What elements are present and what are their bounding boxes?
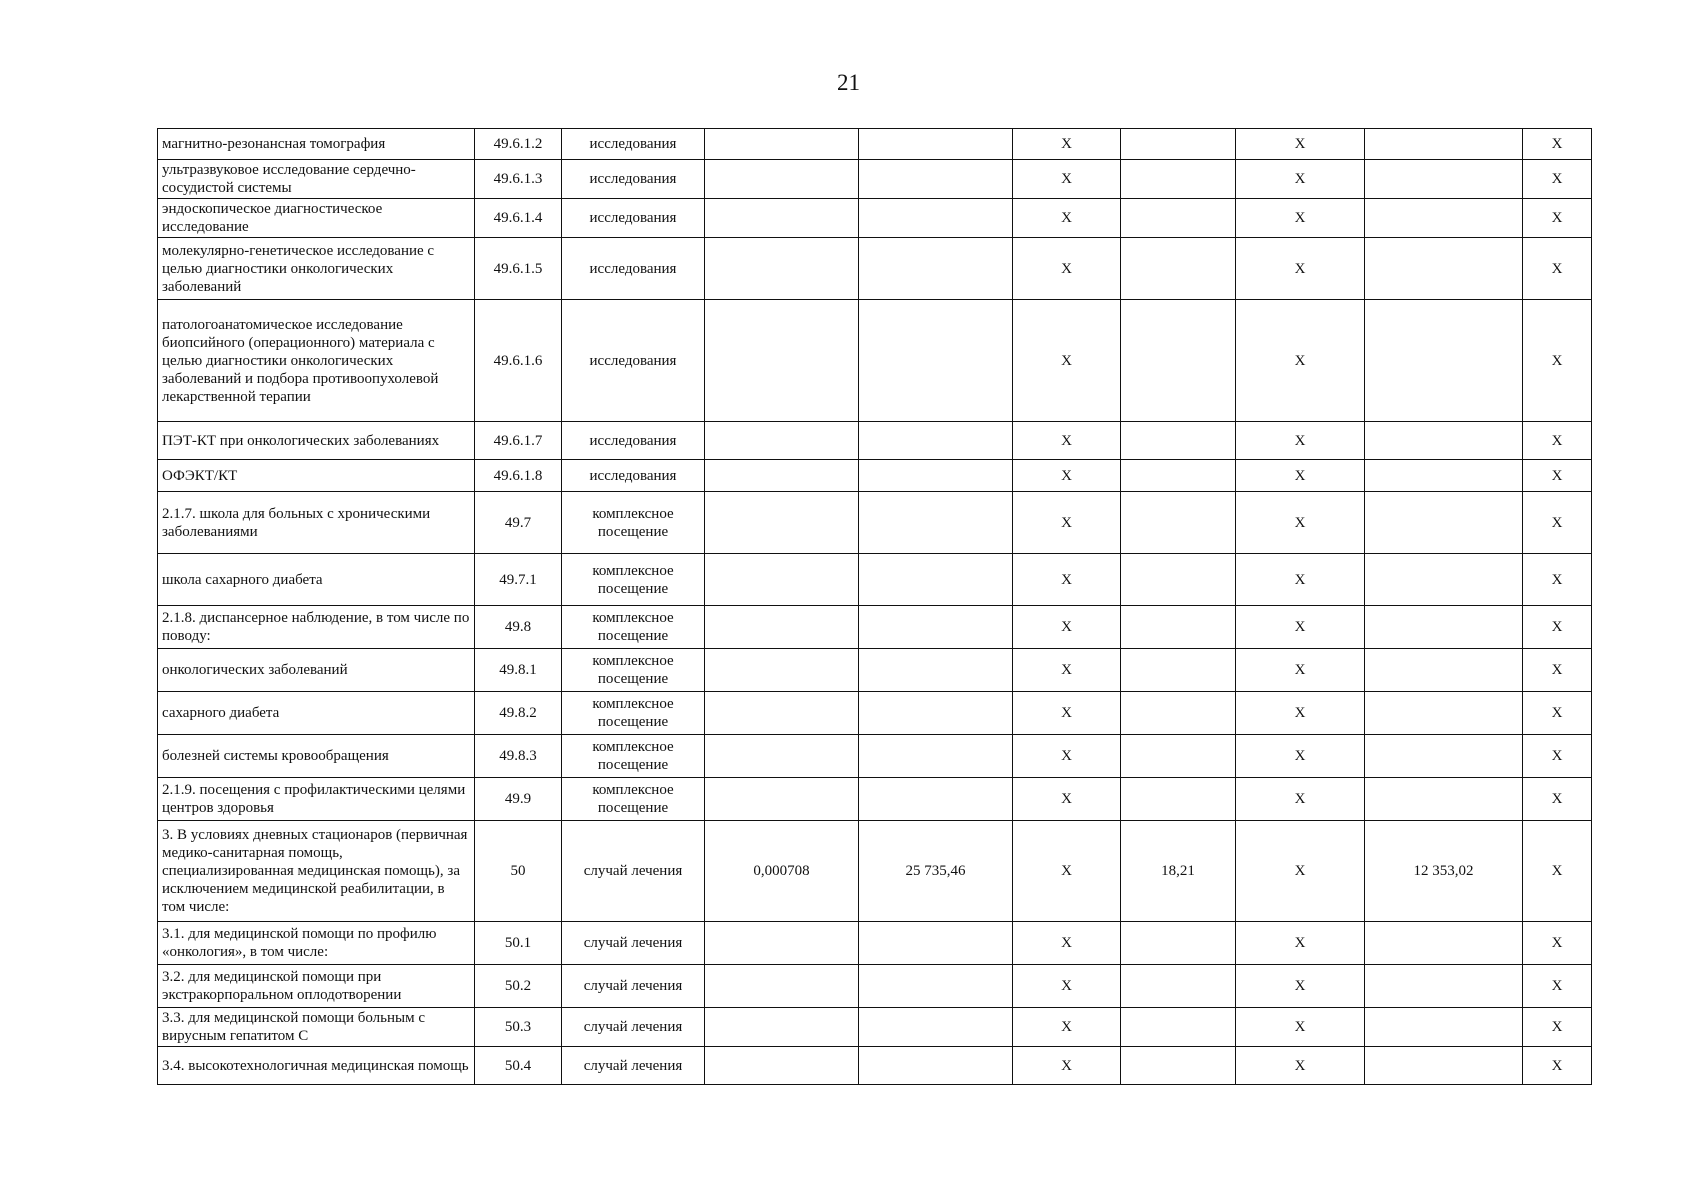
row-value-3 [1121, 460, 1236, 492]
row-name: эндоскопическое диагностическое исследование [158, 199, 475, 238]
row-x-3: X [1523, 922, 1592, 965]
row-value-2 [859, 606, 1013, 649]
table-row [158, 965, 1592, 1008]
row-unit: комплексное посещение [562, 778, 705, 821]
row-x-1: X [1013, 965, 1121, 1008]
row-unit: комплексное посещение [562, 554, 705, 606]
row-x-1: X [1013, 422, 1121, 460]
row-x-2: X [1236, 778, 1365, 821]
row-value-4 [1365, 422, 1523, 460]
row-value-1 [705, 460, 859, 492]
row-value-4 [1365, 649, 1523, 692]
row-x-1: X [1013, 460, 1121, 492]
row-x-1: X [1013, 199, 1121, 238]
row-x-2: X [1236, 160, 1365, 199]
row-x-3: X [1523, 422, 1592, 460]
row-x-2: X [1236, 492, 1365, 554]
row-code: 49.6.1.2 [475, 129, 562, 160]
row-value-2 [859, 129, 1013, 160]
row-value-2 [859, 460, 1013, 492]
row-name: патологоанатомическое исследование биопсийного (операционного) материала с целью диагностики онкологических заболеваний и подбора противоопухолевой лекарственной терапии [158, 300, 475, 422]
table-row [158, 692, 1592, 735]
row-value-1: 0,000708 [705, 821, 859, 922]
row-value-1 [705, 649, 859, 692]
row-x-2: X [1236, 300, 1365, 422]
table-row [158, 160, 1592, 199]
row-unit: исследования [562, 129, 705, 160]
row-value-4 [1365, 300, 1523, 422]
row-value-3 [1121, 199, 1236, 238]
row-value-1 [705, 238, 859, 300]
row-unit: комплексное посещение [562, 606, 705, 649]
row-value-4 [1365, 922, 1523, 965]
row-x-2: X [1236, 460, 1365, 492]
row-code: 49.6.1.4 [475, 199, 562, 238]
row-value-1 [705, 692, 859, 735]
row-x-2: X [1236, 606, 1365, 649]
table-row [158, 649, 1592, 692]
table-row [158, 422, 1592, 460]
row-value-2 [859, 778, 1013, 821]
row-value-2 [859, 1047, 1013, 1085]
row-value-1 [705, 554, 859, 606]
row-value-1 [705, 160, 859, 199]
row-name: 2.1.9. посещения с профилактическими целями центров здоровья [158, 778, 475, 821]
row-unit: комплексное посещение [562, 692, 705, 735]
row-x-2: X [1236, 649, 1365, 692]
row-x-3: X [1523, 692, 1592, 735]
row-unit: случай лечения [562, 965, 705, 1008]
row-code: 49.7 [475, 492, 562, 554]
row-value-2 [859, 422, 1013, 460]
row-x-1: X [1013, 606, 1121, 649]
row-value-3 [1121, 1008, 1236, 1047]
row-value-1 [705, 965, 859, 1008]
row-x-3: X [1523, 129, 1592, 160]
row-value-2 [859, 238, 1013, 300]
row-value-3 [1121, 922, 1236, 965]
row-x-3: X [1523, 1047, 1592, 1085]
row-code: 49.6.1.7 [475, 422, 562, 460]
row-value-4 [1365, 199, 1523, 238]
row-x-3: X [1523, 300, 1592, 422]
row-value-2 [859, 300, 1013, 422]
row-x-2: X [1236, 129, 1365, 160]
row-name: болезней системы кровообращения [158, 735, 475, 778]
row-code: 49.7.1 [475, 554, 562, 606]
row-value-3 [1121, 160, 1236, 199]
row-value-4 [1365, 554, 1523, 606]
row-x-3: X [1523, 492, 1592, 554]
row-value-3: 18,21 [1121, 821, 1236, 922]
row-value-1 [705, 1047, 859, 1085]
row-x-1: X [1013, 238, 1121, 300]
row-x-1: X [1013, 129, 1121, 160]
row-unit: исследования [562, 160, 705, 199]
table-row [158, 1008, 1592, 1047]
row-name: молекулярно-генетическое исследование с целью диагностики онкологических заболеваний [158, 238, 475, 300]
row-x-2: X [1236, 238, 1365, 300]
row-value-1 [705, 300, 859, 422]
row-value-2 [859, 492, 1013, 554]
row-value-2 [859, 922, 1013, 965]
table-row [158, 492, 1592, 554]
row-value-4 [1365, 692, 1523, 735]
row-value-2 [859, 692, 1013, 735]
row-value-4 [1365, 1047, 1523, 1085]
row-code: 49.6.1.5 [475, 238, 562, 300]
data-table [157, 128, 1592, 1085]
table-row [158, 735, 1592, 778]
row-unit: исследования [562, 199, 705, 238]
table-row [158, 300, 1592, 422]
row-x-1: X [1013, 778, 1121, 821]
row-x-1: X [1013, 1008, 1121, 1047]
row-name: школа сахарного диабета [158, 554, 475, 606]
row-x-3: X [1523, 199, 1592, 238]
row-unit: комплексное посещение [562, 649, 705, 692]
row-name: сахарного диабета [158, 692, 475, 735]
table-row [158, 778, 1592, 821]
row-value-2 [859, 649, 1013, 692]
table-row [158, 821, 1592, 922]
row-x-1: X [1013, 160, 1121, 199]
row-x-1: X [1013, 922, 1121, 965]
row-value-3 [1121, 300, 1236, 422]
row-name: 3. В условиях дневных стационаров (первичная медико-санитарная помощь, специализированная медицинская помощь), за исключением медицинской реабилитации, в том числе: [158, 821, 475, 922]
row-value-3 [1121, 238, 1236, 300]
row-x-1: X [1013, 821, 1121, 922]
row-value-1 [705, 129, 859, 160]
row-value-2 [859, 554, 1013, 606]
row-x-2: X [1236, 922, 1365, 965]
row-x-3: X [1523, 606, 1592, 649]
row-name: 2.1.7. школа для больных с хроническими заболеваниями [158, 492, 475, 554]
row-name: 3.3. для медицинской помощи больным с вирусным гепатитом С [158, 1008, 475, 1047]
row-value-1 [705, 422, 859, 460]
row-value-4: 12 353,02 [1365, 821, 1523, 922]
row-value-4 [1365, 129, 1523, 160]
row-x-1: X [1013, 492, 1121, 554]
row-value-3 [1121, 778, 1236, 821]
row-code: 49.8 [475, 606, 562, 649]
row-x-3: X [1523, 554, 1592, 606]
row-x-3: X [1523, 821, 1592, 922]
row-x-2: X [1236, 965, 1365, 1008]
row-value-3 [1121, 129, 1236, 160]
row-value-3 [1121, 1047, 1236, 1085]
row-code: 50.2 [475, 965, 562, 1008]
table-row [158, 554, 1592, 606]
row-unit: случай лечения [562, 821, 705, 922]
row-name: онкологических заболеваний [158, 649, 475, 692]
row-code: 49.8.1 [475, 649, 562, 692]
row-x-2: X [1236, 821, 1365, 922]
row-code: 49.6.1.3 [475, 160, 562, 199]
row-unit: комплексное посещение [562, 492, 705, 554]
row-x-3: X [1523, 238, 1592, 300]
row-value-3 [1121, 649, 1236, 692]
row-name: 3.1. для медицинской помощи по профилю «онкология», в том числе: [158, 922, 475, 965]
row-value-2: 25 735,46 [859, 821, 1013, 922]
row-code: 50.4 [475, 1047, 562, 1085]
row-code: 50.1 [475, 922, 562, 965]
row-x-2: X [1236, 735, 1365, 778]
row-value-3 [1121, 735, 1236, 778]
row-x-1: X [1013, 300, 1121, 422]
row-unit: комплексное посещение [562, 735, 705, 778]
row-value-2 [859, 735, 1013, 778]
table-row [158, 922, 1592, 965]
row-name: 3.2. для медицинской помощи при экстракорпоральном оплодотворении [158, 965, 475, 1008]
row-code: 50.3 [475, 1008, 562, 1047]
row-x-3: X [1523, 1008, 1592, 1047]
row-name: 2.1.8. диспансерное наблюдение, в том числе по поводу: [158, 606, 475, 649]
row-code: 50 [475, 821, 562, 922]
row-value-1 [705, 492, 859, 554]
row-value-4 [1365, 460, 1523, 492]
row-value-1 [705, 922, 859, 965]
row-x-3: X [1523, 460, 1592, 492]
row-x-3: X [1523, 735, 1592, 778]
row-x-1: X [1013, 1047, 1121, 1085]
row-unit: исследования [562, 238, 705, 300]
row-value-1 [705, 199, 859, 238]
row-value-3 [1121, 492, 1236, 554]
row-value-3 [1121, 422, 1236, 460]
row-value-4 [1365, 606, 1523, 649]
row-code: 49.8.3 [475, 735, 562, 778]
page-number: 21 [837, 70, 860, 95]
row-unit: исследования [562, 460, 705, 492]
table-row [158, 129, 1592, 160]
row-value-1 [705, 1008, 859, 1047]
row-value-3 [1121, 692, 1236, 735]
row-value-1 [705, 606, 859, 649]
row-value-2 [859, 965, 1013, 1008]
table-row [158, 238, 1592, 300]
row-unit: исследования [562, 422, 705, 460]
row-value-4 [1365, 735, 1523, 778]
table-row [158, 606, 1592, 649]
row-value-2 [859, 1008, 1013, 1047]
row-x-2: X [1236, 1047, 1365, 1085]
row-unit: случай лечения [562, 1008, 705, 1047]
row-value-4 [1365, 1008, 1523, 1047]
row-name: ПЭТ-КТ при онкологических заболеваниях [158, 422, 475, 460]
row-x-1: X [1013, 554, 1121, 606]
row-x-3: X [1523, 965, 1592, 1008]
row-x-3: X [1523, 778, 1592, 821]
row-value-1 [705, 735, 859, 778]
row-x-3: X [1523, 160, 1592, 199]
row-unit: случай лечения [562, 1047, 705, 1085]
table-row [158, 1047, 1592, 1085]
row-unit: случай лечения [562, 922, 705, 965]
row-code: 49.6.1.6 [475, 300, 562, 422]
row-code: 49.6.1.8 [475, 460, 562, 492]
row-value-4 [1365, 965, 1523, 1008]
row-name: магнитно-резонансная томография [158, 129, 475, 160]
row-name: ультразвуковое исследование сердечно-сосудистой системы [158, 160, 475, 199]
row-value-3 [1121, 965, 1236, 1008]
row-x-2: X [1236, 199, 1365, 238]
row-x-3: X [1523, 649, 1592, 692]
row-value-2 [859, 160, 1013, 199]
row-x-2: X [1236, 1008, 1365, 1047]
row-x-1: X [1013, 649, 1121, 692]
row-value-4 [1365, 160, 1523, 199]
row-value-4 [1365, 778, 1523, 821]
row-value-4 [1365, 492, 1523, 554]
row-code: 49.9 [475, 778, 562, 821]
row-unit: исследования [562, 300, 705, 422]
row-name: ОФЭКТ/КТ [158, 460, 475, 492]
table-row [158, 199, 1592, 238]
row-value-4 [1365, 238, 1523, 300]
row-name: 3.4. высокотехнологичная медицинская помощь [158, 1047, 475, 1085]
row-value-1 [705, 778, 859, 821]
row-x-1: X [1013, 735, 1121, 778]
row-x-2: X [1236, 422, 1365, 460]
row-value-2 [859, 199, 1013, 238]
row-value-3 [1121, 606, 1236, 649]
row-x-1: X [1013, 692, 1121, 735]
row-x-2: X [1236, 692, 1365, 735]
row-x-2: X [1236, 554, 1365, 606]
table-row [158, 460, 1592, 492]
row-code: 49.8.2 [475, 692, 562, 735]
row-value-3 [1121, 554, 1236, 606]
